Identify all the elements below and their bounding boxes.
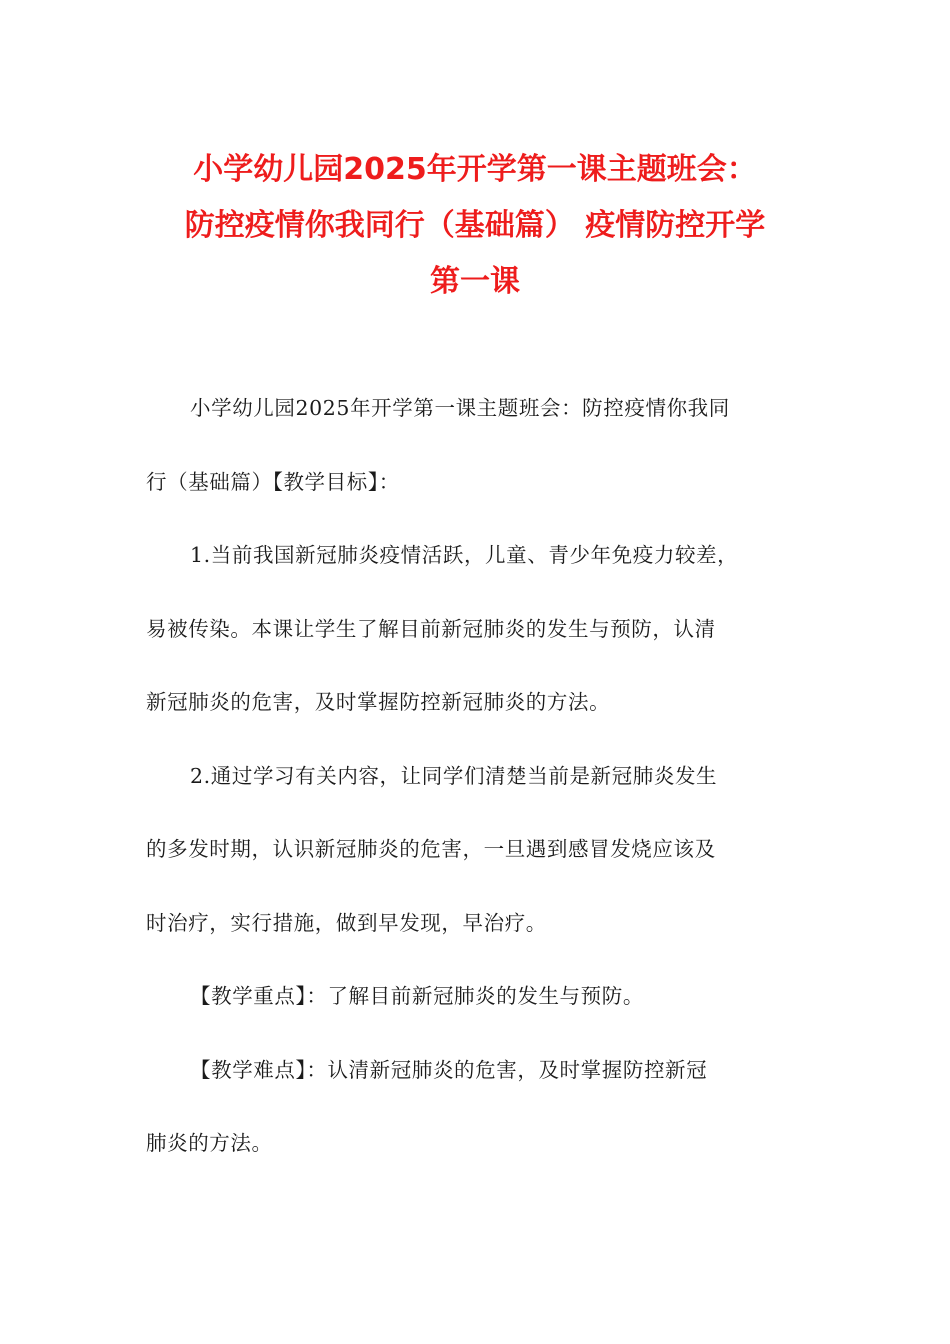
body-line: 的多发时期，认识新冠肺炎的危害，一旦遇到感冒发烧应该及 xyxy=(146,837,716,861)
body-line: 新冠肺炎的危害，及时掌握防控新冠肺炎的方法。 xyxy=(146,690,611,714)
body-line: 【教学难点】：认清新冠肺炎的危害，及时掌握防控新冠 xyxy=(190,1057,708,1082)
body-line: 易被传染。本课让学生了解目前新冠肺炎的发生与预防，认清 xyxy=(146,616,716,641)
body-line: 时治疗，实行措施，做到早发现，早治疗。 xyxy=(146,910,547,935)
body-line: 肺炎的方法。 xyxy=(146,1131,273,1155)
body-line: 小学幼儿园2025年开学第一课主题班会：防控疫情你我同 xyxy=(190,396,730,420)
title-line: 第一课 xyxy=(430,264,520,299)
title-line: 防控疫情你我同行（基础篇） 疫情防控开学 xyxy=(184,208,766,243)
body-line: 行（基础篇）【教学目标】： xyxy=(146,469,400,494)
body-line: 1.当前我国新冠肺炎疫情活跃，儿童、青少年免疫力较差， xyxy=(190,543,739,567)
document-title xyxy=(130,142,820,310)
body-line: 2.通过学习有关内容，让同学们清楚当前是新冠肺炎发生 xyxy=(190,763,718,788)
body-line: 【教学重点】：了解目前新冠肺炎的发生与预防。 xyxy=(190,984,644,1008)
title-line: 小学幼儿园2025年开学第一课主题班会： xyxy=(193,152,757,187)
document-body xyxy=(146,372,796,1181)
